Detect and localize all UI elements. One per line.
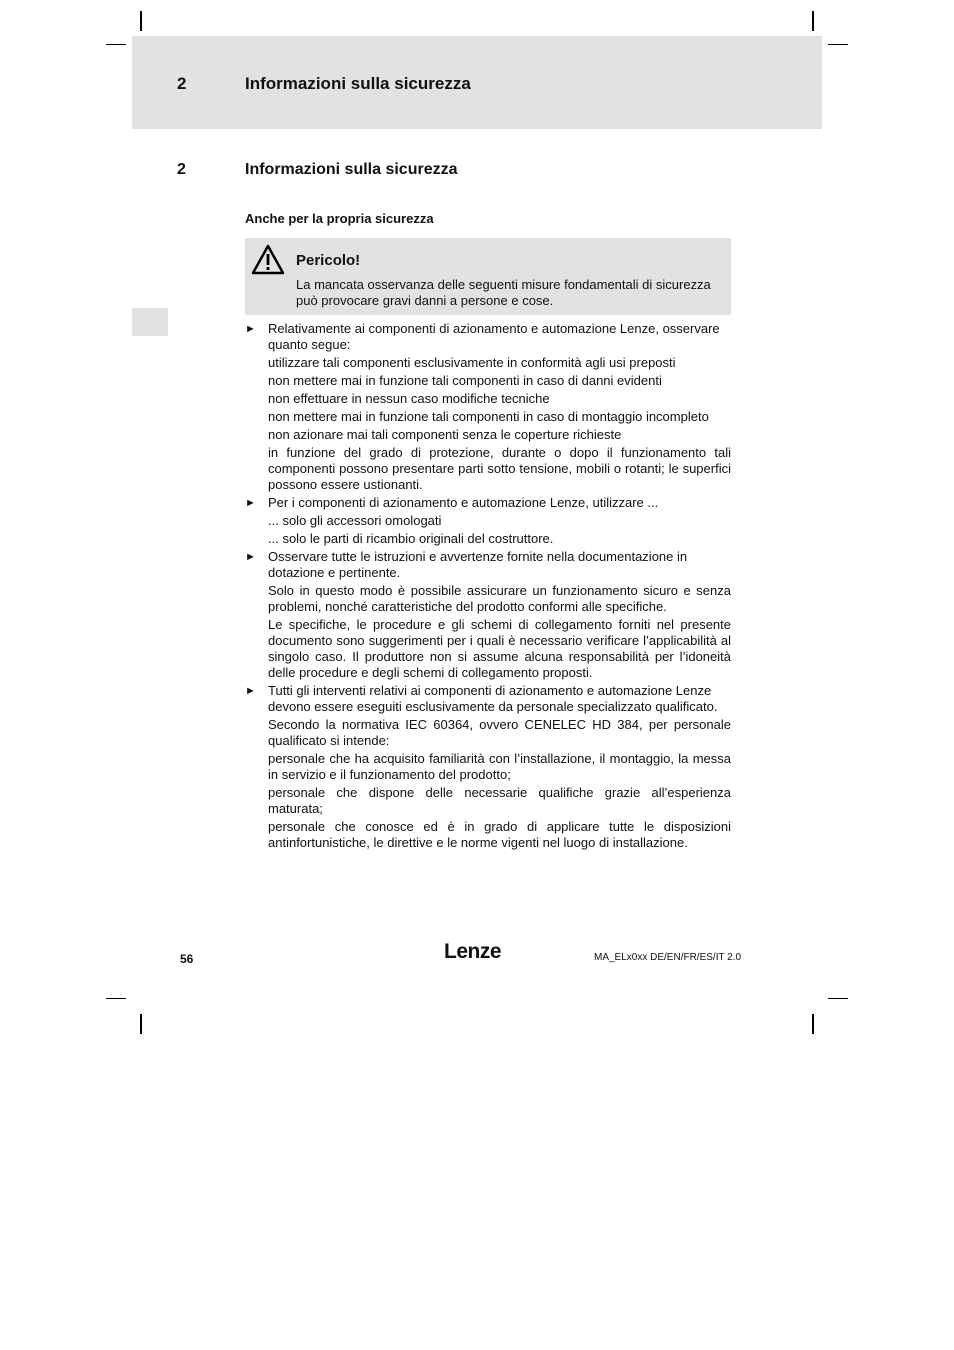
- bullet-arrow-icon: ►: [245, 551, 256, 563]
- list-item: [245, 495, 731, 511]
- sub-item: personale che conosce ed è in grado di applicare tutte le disposizioni antinfortunistiche, le direttive e le norme vigenti nel luogo di installazione.: [268, 819, 731, 850]
- bullet-text: Tutti gli interventi relativi ai componenti di azionamento e automazione Lenze devono essere eseguiti esclusivamente da personale specializzato qualificato.: [268, 683, 718, 714]
- section-number: 2: [177, 161, 186, 178]
- document-reference: MA_ELx0xx DE/EN/FR/ES/IT 2.0: [594, 952, 742, 963]
- list-item: [245, 321, 731, 353]
- sub-item: in funzione del grado di protezione, durante o dopo il funzionamento tali componenti possono presentare parti sotto tensione, mobili o rotanti; le superfici possono essere ustionanti.: [268, 445, 731, 492]
- warning-title: Pericolo!: [296, 252, 361, 269]
- sub-item: Solo in questo modo è possibile assicurare un funzionamento sicuro e senza problemi, nonché caratteristiche del prodotto conformi alle specifiche.: [268, 583, 731, 614]
- bullet-arrow-icon: ►: [245, 323, 256, 335]
- sub-item: ... solo le parti di ricambio originali del costruttore.: [268, 531, 554, 546]
- header-band: [132, 36, 822, 129]
- crop-mark: [140, 1014, 142, 1034]
- side-tab-marker: [132, 308, 168, 336]
- sub-item: ... solo gli accessori omologati: [268, 513, 442, 528]
- crop-mark: [828, 44, 848, 45]
- header-chapter-number: 2: [177, 74, 187, 93]
- sub-item: personale che ha acquisito familiarità con l’installazione, il montaggio, la messa in servizio e il funzionamento del prodotto;: [268, 751, 731, 782]
- crop-mark: [106, 44, 126, 45]
- warning-box: [245, 238, 731, 315]
- crop-mark: [140, 11, 142, 31]
- bullet-text: Per i componenti di azionamento e automazione Lenze, utilizzare ...: [268, 495, 659, 510]
- lenze-logo: Lenze: [444, 940, 502, 963]
- section-subheading: Anche per la propria sicurezza: [245, 211, 434, 226]
- list-item: [245, 549, 731, 581]
- safety-instructions: [245, 321, 731, 853]
- sub-item: non mettere mai in funzione tali componenti in caso di danni evidenti: [268, 373, 662, 388]
- header-chapter-title: Informazioni sulla sicurezza: [245, 74, 471, 93]
- crop-mark: [812, 11, 814, 31]
- section-title: Informazioni sulla sicurezza: [245, 161, 458, 178]
- bullet-arrow-icon: ►: [245, 497, 256, 509]
- sub-item: utilizzare tali componenti esclusivamente in conformità agli usi preposti: [268, 355, 676, 370]
- sub-item: non mettere mai in funzione tali componenti in caso di montaggio incompleto: [268, 409, 709, 424]
- bullet-text: Relativamente ai componenti di azionamento e automazione Lenze, osservare quanto segue:: [268, 321, 720, 352]
- warning-triangle-icon: [251, 244, 285, 276]
- page-number: 56: [180, 952, 194, 966]
- bullet-arrow-icon: ►: [245, 685, 256, 697]
- warning-text: La mancata osservanza delle seguenti misure fondamentali di sicurezza può provocare gravi danni a persone e cose.: [296, 277, 711, 308]
- crop-mark: [106, 998, 126, 999]
- sub-item: Le specifiche, le procedure e gli schemi di collegamento forniti nel presente documento sono suggerimenti per i quali è necessario verificare l’applicabilità al singolo caso. Il produttore non si assume alcuna responsabilità per l’idoneità delle procedure e degli schemi di collegamento proposti.: [268, 617, 731, 680]
- sub-item: non effettuare in nessun caso modifiche tecniche: [268, 391, 550, 406]
- list-item: [245, 683, 731, 715]
- sub-item: personale che dispone delle necessarie qualifiche grazie all’esperienza maturata;: [268, 785, 731, 816]
- sub-item: Secondo la normativa IEC 60364, ovvero CENELEC HD 384, per personale qualificato si intende:: [268, 717, 731, 748]
- sub-item: non azionare mai tali componenti senza le coperture richieste: [268, 427, 622, 442]
- crop-mark: [828, 998, 848, 999]
- bullet-text: Osservare tutte le istruzioni e avvertenze fornite nella documentazione in dotazione e pertinente.: [268, 549, 688, 580]
- crop-mark: [812, 1014, 814, 1034]
